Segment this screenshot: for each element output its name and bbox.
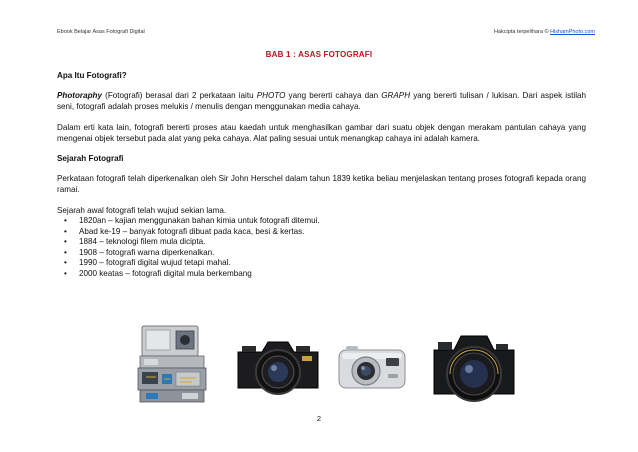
bullet-icon: • (64, 237, 67, 247)
term-graph: GRAPH (381, 91, 411, 100)
page-content (57, 70, 586, 280)
copyright-link[interactable]: HishamPhoto.com (550, 29, 595, 35)
term-photo: PHOTO (256, 91, 286, 100)
list-item: • 1884 – teknologi filem mula dicipta. (64, 237, 206, 247)
list-item: • 2000 keatas – fotografi digital mula berkembang (64, 268, 252, 278)
history-timeline-list (57, 216, 586, 280)
header-copyright (494, 29, 595, 35)
list-item: • Abad ke-19 – banyak fotografi dibuat pada kaca, besi & kertas. (64, 226, 305, 236)
section-heading-history: Sejarah Fotografi (57, 154, 124, 163)
term-photography: Photoraphy (57, 91, 102, 100)
prototype-digital-camera-image (136, 322, 212, 406)
list-item: • 1990 – fotografi digital wujud tetapi mahal. (64, 258, 231, 268)
bullet-icon: • (64, 268, 67, 278)
bullet-icon: • (64, 216, 67, 225)
bullet-icon: • (64, 247, 67, 257)
meaning-paragraph: Dalam erti kata lain, fotografi bererti proses atau kaedah untuk menghasilkan gambar dari suatu objek dengan merakam pantulan cahaya yang mengenai objek tersebut pada alat yang peka cahaya. Alat paling sesuai untuk menangkap cahaya ini adalah kamera. (57, 123, 586, 143)
history-paragraph: Perkataan fotografi telah diperkenalkan oleh Sir John Herschel dalam tahun 1839 ketika beliau menjelaskan tentang proses fotografi kepada orang ramai. (57, 174, 586, 194)
chapter-title: BAB 1 : ASAS FOTOGRAFI (265, 50, 373, 59)
camera-photos-row (0, 318, 638, 408)
history-intro: Sejarah awal fotografi telah wujud sekian lama. (57, 206, 227, 215)
compact-digital-camera-image (336, 344, 408, 392)
definition-paragraph: Photoraphy (Fotografi) berasal dari 2 perkataan iaitu PHOTO yang bererti cahaya dan GRAPH yang bererti tulisan / lukisan. Dari aspek istilah seni, fotografi adalah proses melukis / menulis dengan menggunakan media cahaya. (57, 91, 586, 111)
copyright-text: Hakcipta terpelihara © (494, 29, 551, 35)
list-item: • 1820an – kajian menggunakan bahan kimia untuk fotografi ditemui. (64, 216, 320, 225)
page-number: 2 (316, 414, 322, 423)
section-heading-what-is-photography: Apa Itu Fotografi? (57, 71, 127, 80)
film-slr-camera-image (232, 334, 324, 396)
list-item: • 1908 – fotografi warna diperkenalkan. (64, 247, 215, 257)
dslr-camera-image (430, 326, 518, 408)
bullet-icon: • (64, 226, 67, 236)
header-ebook-title: Ebook Belajar Asas Fotografi Digital (57, 29, 145, 35)
bullet-icon: • (64, 258, 67, 268)
